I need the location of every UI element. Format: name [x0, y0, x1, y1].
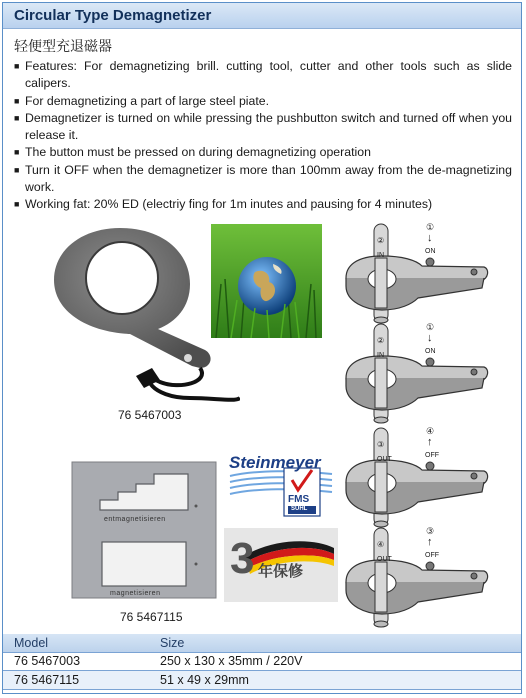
table-row: 76 5467003 250 x 130 x 35mm / 220V: [3, 653, 521, 672]
feature-item: ■ Turn it OFF when the demagnetizer is more than 100mm away from the de-magnetizing work.: [14, 162, 512, 197]
step-number: ③: [426, 526, 435, 536]
bullet-icon: ■: [14, 61, 20, 71]
step-state-label: OFF: [425, 552, 439, 559]
fms-badge: FMS: [288, 494, 310, 505]
step-diagram: [342, 526, 502, 630]
step-state-label: OFF: [425, 452, 439, 459]
arrow-up-icon: ↑: [427, 436, 433, 448]
bullet-icon: ■: [14, 199, 20, 210]
rod-direction-label: OUT: [377, 456, 392, 463]
block-model-code: 76 5467115: [120, 610, 183, 624]
feature-item: ■ The button must be pressed on during demagnetizing operation: [14, 144, 512, 161]
step-diagram: [342, 426, 502, 530]
page-title: Circular Type Demagnetizer: [14, 7, 212, 24]
bullet-icon: ■: [14, 95, 20, 106]
feature-item: ■ For demagnetizing a part of large steel piate.: [14, 93, 512, 110]
bullet-icon: ■: [14, 164, 20, 175]
ring-model-code: 76 5467003: [118, 408, 182, 422]
ring-demagnetizer-image: [40, 222, 240, 412]
arrow-down-icon: ↓: [427, 232, 433, 244]
block-label-top: entmagnetisieren: [104, 516, 166, 523]
step-state-label: ON: [425, 248, 436, 255]
earth-grass-image: [211, 224, 322, 338]
feature-item: ■ Features: For demagnetizing brill. cutting tool, cutter and other tools such as slide calipers.: [14, 58, 512, 93]
rod-direction-label: IN: [377, 252, 384, 259]
warranty-number: 3: [230, 534, 255, 583]
rod-step-number: ②: [377, 336, 385, 345]
step-number: ①: [426, 322, 435, 332]
feature-list: [14, 58, 512, 214]
step-number: ①: [426, 222, 435, 232]
rod-direction-label: IN: [377, 352, 384, 359]
arrow-down-icon: ↓: [427, 332, 433, 344]
demagnetizer-block-image: [70, 460, 218, 600]
block-label-bottom: magnetisieren: [110, 590, 161, 597]
feature-item: ■ Working fat: 20% ED (electriy fing for 1m inutes and pausing for 4 minutes): [14, 196, 512, 213]
warranty-text: 年保修: [258, 563, 304, 580]
step-state-label: ON: [425, 348, 436, 355]
title-bar: [3, 3, 521, 29]
rod-step-number: ④: [377, 540, 385, 549]
feature-item: ■ Demagnetizer is turned on while pressing the pushbutton switch and turned off when you release it.: [14, 110, 512, 145]
table-header: Model Size: [3, 634, 521, 653]
bullet-icon: ■: [14, 147, 20, 158]
rod-direction-label: OUT: [377, 556, 392, 563]
brand-name: Steinmeyer: [229, 453, 321, 472]
step-diagram: [342, 322, 502, 426]
table-row: 76 5467115 51 x 49 x 29mm: [3, 671, 521, 690]
spec-table: [3, 634, 521, 690]
step-number: ④: [426, 426, 435, 436]
fms-badge-sub: SUHL: [291, 506, 308, 512]
bullet-icon: ■: [14, 112, 20, 123]
chinese-subtitle: 轻便型充退磁器: [14, 38, 112, 54]
rod-step-number: ③: [377, 440, 385, 449]
arrow-up-icon: ↑: [427, 536, 433, 548]
step-diagram: [342, 222, 502, 326]
rod-step-number: ②: [377, 236, 385, 245]
